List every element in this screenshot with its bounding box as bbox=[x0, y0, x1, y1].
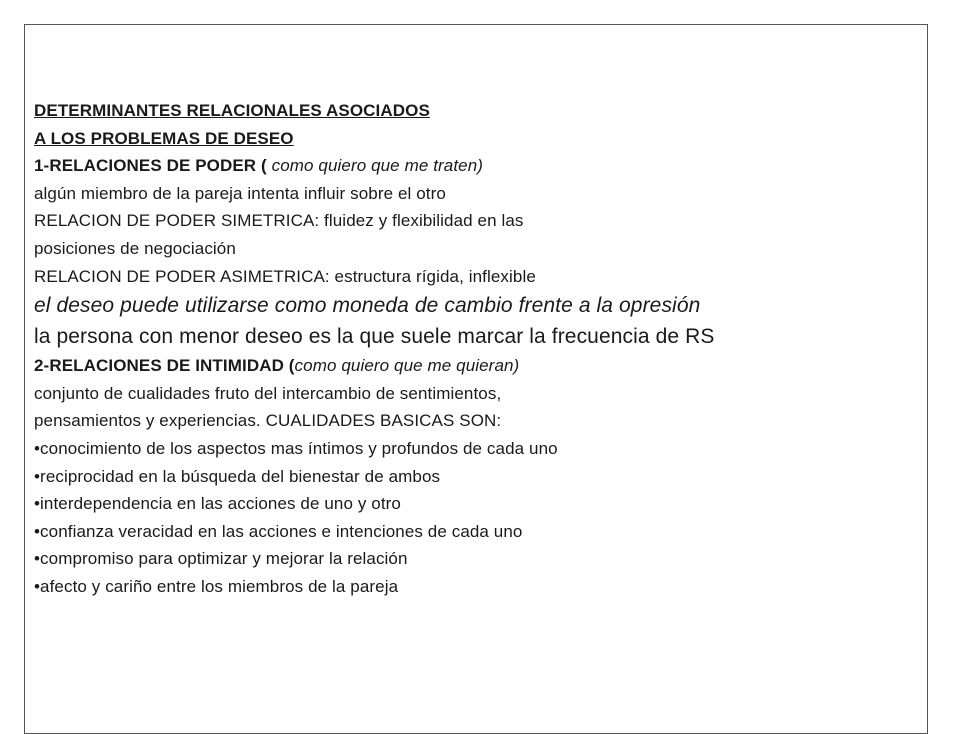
symmetric-line-1: RELACION DE PODER SIMETRICA: fluidez y flexibilidad en las bbox=[34, 211, 524, 231]
section-1-heading-italic: como quiero que me traten) bbox=[266, 156, 484, 176]
asymmetric-line: RELACION DE PODER ASIMETRICA: estructura rígida, inflexible bbox=[34, 266, 536, 286]
title-line-1: DETERMINANTES RELACIONALES ASOCIADOS bbox=[34, 101, 430, 120]
set-line-1: conjunto de cualidades fruto del intercambio de sentimientos, bbox=[34, 383, 502, 403]
section-2-heading bbox=[34, 352, 914, 380]
list-item: •afecto y cariño entre los miembros de la pareja bbox=[34, 576, 399, 596]
list-item: •compromiso para optimizar y mejorar la relación bbox=[34, 549, 408, 569]
list-item: •conocimiento de los aspectos mas íntimos y profundos de cada uno bbox=[34, 438, 558, 458]
section-1-heading bbox=[34, 152, 914, 180]
section-2-heading-text: 2-RELACIONES DE INTIMIDAD ( bbox=[34, 356, 295, 376]
slide-content bbox=[34, 97, 914, 601]
section-1-heading-text: 1-RELACIONES DE PODER ( bbox=[34, 156, 267, 176]
list-item: •interdependencia en las acciones de uno y otro bbox=[34, 494, 401, 514]
set-line-2: pensamientos y experiencias. CUALIDADES BASICAS SON: bbox=[34, 411, 502, 431]
list-item: •confianza veracidad en las acciones e intenciones de cada uno bbox=[34, 521, 523, 541]
currency-line: el deseo puede utilizarse como moneda de cambio frente a la opresión bbox=[34, 294, 701, 318]
list-item: •reciprocidad en la búsqueda del bienestar de ambos bbox=[34, 466, 441, 486]
influence-line: algún miembro de la pareja intenta influir sobre el otro bbox=[34, 183, 446, 203]
section-2-heading-italic: como quiero que me quieran) bbox=[294, 356, 520, 376]
symmetric-line-2: posiciones de negociación bbox=[34, 238, 236, 258]
title-line-2: A LOS PROBLEMAS DE DESEO bbox=[34, 128, 294, 148]
frequency-line: la persona con menor deseo es la que suele marcar la frecuencia de RS bbox=[34, 325, 715, 349]
